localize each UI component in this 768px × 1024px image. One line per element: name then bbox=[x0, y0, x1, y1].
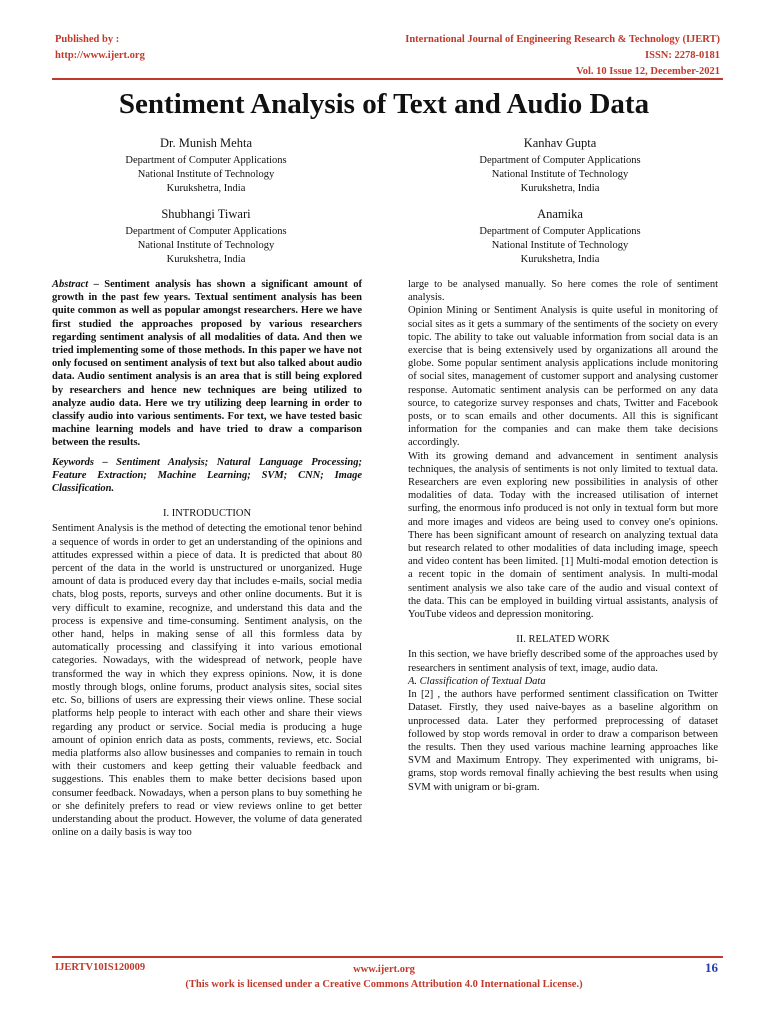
related-work-text: In this section, we have briefly described some of the approaches used by researchers in sentiment analysis of text, image, audio data. bbox=[408, 649, 718, 674]
author-dept: Department of Computer Applications bbox=[479, 155, 641, 166]
license-text: (This work is licensed under a Creative Commons Attribution 4.0 International License.) bbox=[185, 979, 583, 990]
publisher-block bbox=[55, 32, 145, 64]
publisher-url-link[interactable]: http://www.ijert.org bbox=[55, 50, 145, 61]
paper-id: IJERTV10IS120009 bbox=[55, 962, 146, 973]
author-block bbox=[56, 207, 356, 267]
author-block bbox=[410, 136, 710, 196]
subsection-heading: A. Classification of Textual Data bbox=[408, 675, 546, 687]
paragraph: large to be analysed manually. So here comes the role of sentiment analysis. bbox=[408, 279, 718, 304]
introduction-text: Sentiment Analysis is the method of detecting the emotional tenor behind a sequence of words in order to get an understanding of the opinions and attitudes expressed within a piece of data. It is predicted that about 80 percent of the data in the world is unstructured or unorganized. Huge amount of data is produced every day that includes e-mails, social media chats, blog posts, reports, surveys and other online documents. But it is very difficult to examine, recognize, and understand this data and the process is expensive and time-consuming. Sentiment analysis, on the other hand, helps in making sense of all this formless data by automatically processing and classifying it into various emotional categories. Nowadays, with the widespread of network, people have transformed the way in which they express opinions. Now, it is done mostly through blogs, online forums, product analysis sites, social sites etc. So, billions of users are expressing their views online. These social platforms help people to interact with each other and share their views regarding any product or service. Social media is producing a huge amount of opinion enrich data as posts, comments, reviews, etc. Social media platforms also allow businesses and companies to remain in touch with their customers and keep getting their valuable feedback and suggestions. This enables them to make better decisions based upon consumer feedback. Nowadays, when a person plans to buy something he or she definitely prefers to read or view reviews online to get better understanding about the product. However, the volume of data generated online on a daily basis is way too bbox=[52, 523, 362, 839]
author-dept: Department of Computer Applications bbox=[125, 155, 287, 166]
author-block bbox=[56, 136, 356, 196]
journal-block bbox=[405, 32, 720, 80]
journal-issn: ISSN: 2278-0181 bbox=[645, 50, 720, 61]
left-column bbox=[52, 278, 362, 839]
section-heading-introduction: I. INTRODUCTION bbox=[162, 508, 252, 520]
footer-url-link[interactable]: www.ijert.org bbox=[353, 964, 415, 975]
paper-title: Sentiment Analysis of Text and Audio Data bbox=[118, 88, 650, 120]
section-heading-related-work: II. RELATED WORK bbox=[516, 634, 610, 646]
author-dept: Department of Computer Applications bbox=[125, 226, 287, 237]
paragraph: Opinion Mining or Sentiment Analysis is quite useful in monitoring of social sites as it gets a summary of the sentiments of the society on every topic. The ability to take out valuable information from social data is an exercise that is being extensively used by organizations all around the globe. Some popular sentiment analysis applications include monitoring of social sites, management of customer support and analysing customer response. Automatic sentiment analysis can be performed on any data source, to categorize survey responses and chats, Twitter and Facebook posts, or to scan emails and other documents. All this is significant information for the companies and can make them take decisions accordingly. bbox=[408, 305, 718, 449]
header-divider bbox=[52, 78, 723, 80]
author-name: Dr. Munish Mehta bbox=[159, 136, 252, 150]
published-by-label: Published by : bbox=[55, 34, 120, 45]
author-name: Anamika bbox=[537, 207, 583, 221]
author-inst: National Institute of Technology bbox=[491, 240, 629, 251]
author-loc: Kurukshetra, India bbox=[520, 183, 600, 194]
author-loc: Kurukshetra, India bbox=[166, 254, 246, 265]
abstract-text: – Sentiment analysis has shown a significant amount of growth in the past few years. Textual sentiment analysis has been quite common as well as popular amongst researchers. Here we have first studied the approaches proposed by various researchers regarding sentiment analysis of all modalities of data. And then we tried implementing some of those methods. In this paper we have not only focused on sentiment analysis of text but also talked about audio data. Audio sentiment analysis is an area that is still being explored by researchers and hence new techniques are being utilized to analyze audio data. Here we try utilizing deep learning in order to classify audio into various sentiments. For text, we have tested basic machine learning models and have tried to draw a comparison between the results. bbox=[52, 279, 362, 449]
author-block bbox=[410, 207, 710, 267]
author-loc: Kurukshetra, India bbox=[520, 254, 600, 265]
right-column bbox=[408, 278, 718, 794]
journal-volume: Vol. 10 Issue 12, December-2021 bbox=[576, 66, 720, 77]
footer-divider bbox=[52, 956, 723, 958]
author-dept: Department of Computer Applications bbox=[479, 226, 641, 237]
author-loc: Kurukshetra, India bbox=[166, 183, 246, 194]
author-inst: National Institute of Technology bbox=[137, 169, 275, 180]
author-inst: National Institute of Technology bbox=[137, 240, 275, 251]
abstract bbox=[52, 278, 362, 450]
keywords: Keywords – Sentiment Analysis; Natural Language Processing; Feature Extraction; Machine Learning; SVM; CNN; Image Classification. bbox=[52, 456, 362, 495]
subsection-text: In [2] , the authors have performed sentiment classification on Twitter Dataset. Firstly, they used naive-bayes as a baseline algorithm on unprocessed data. Later they performed preprocessing of dataset followed by stop words removal in order to draw a comparison between the results. Then they used various machine learning approaches like SVM and Maximum Entropy. They experimented with unigrams, bi-grams, stop words removal finally achieving the best results when using SVM with unigram or bi-gram. bbox=[408, 689, 718, 793]
author-name: Shubhangi Tiwari bbox=[161, 207, 251, 221]
footer-center bbox=[0, 962, 768, 992]
paragraph: With its growing demand and advancement in sentiment analysis techniques, the analysis of sentiments is not only limited to textual data. Researchers are even exploring new possibilities in analysis of other modalities of data. Today with the increased utilisation of internet surfing, the enormous info produced is not only in textual form but more and more images and videos are being used to convey one's opinions. There has been significant amount of research on analyzing textual data but research related to other modalities of data including image, speech and video content has been limited. [1] Multi-modal emotion detection is a recent topic in the domain of sentiment analysis. In multi-modal sentiment analysis we also take care of the audio and visual context of the data. This can be employed in building virtual assistants, analysis of YouTube videos and depression monitoring. bbox=[408, 450, 718, 621]
author-inst: National Institute of Technology bbox=[491, 169, 629, 180]
abstract-label: Abstract bbox=[52, 279, 89, 290]
page-number: 16 bbox=[705, 960, 718, 975]
author-name: Kanhav Gupta bbox=[523, 136, 597, 150]
journal-name: International Journal of Engineering Research & Technology (IJERT) bbox=[405, 34, 720, 45]
